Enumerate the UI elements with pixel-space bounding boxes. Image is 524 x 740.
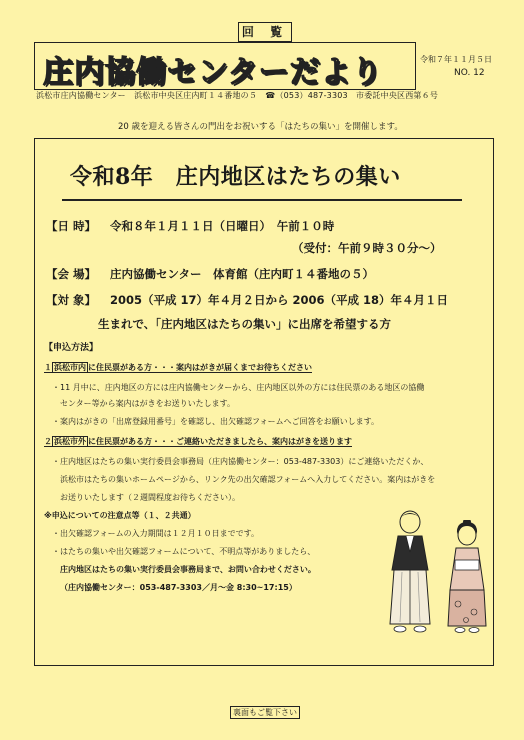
target-label: 【対 象】 [46, 293, 97, 307]
target-value: 2005（平成 17）年４月２日から 2006（平成 18）年４月１日 [110, 293, 449, 307]
organization-line: 浜松市庄内協働センター 浜松市中央区庄内町１４番地の５ ☎（053）487-3303 市委託中央区西第６号 [36, 91, 439, 100]
date-value: 令和８年１月１１日（日曜日） 午前１０時 [110, 219, 335, 233]
notes-heading: ※申込についての注意点等（１、２共通） [44, 511, 196, 520]
apply-heading: 【申込方法】 [44, 343, 99, 353]
case2-boxed-text: 浜松市外 [54, 437, 86, 446]
note-inquiries: ・はたちの集いや出欠確認フォームについて、不明点等がありましたら、 [52, 547, 316, 556]
note-contact-office: 庄内地区はたちの集い実行委員会事務局まで、お問い合わせください。 [60, 565, 316, 574]
case1-heading [44, 362, 312, 373]
case1-bullet1-line1: ・11 月中に、庄内地区の方には庄内協働センターから、庄内地区以外の方には住民票のある地区の協働 [52, 383, 425, 392]
case2-bullet-line3: お送りいたします（２週間程度お待ちください）。 [60, 493, 240, 502]
case1-number: １ [44, 363, 52, 372]
circulation-stamp: 回 覧 [238, 22, 292, 42]
case2-bullet-line2: 浜松市はたちの集いホームページから、リンク先の出欠確認フォームへ入力してください。案内はがきを [60, 475, 436, 484]
issue-number: NO. 12 [454, 68, 485, 78]
masthead-box [34, 42, 416, 90]
see-reverse-note: 裏面もご覧下さい [230, 706, 300, 719]
note-deadline: ・出欠確認フォームの入力期間は１２月１０日までです。 [52, 529, 259, 538]
event-title: 令和8年 庄内地区はたちの集い [70, 164, 401, 190]
date-label: 【日 時】 [46, 219, 97, 233]
case2-number: ２ [44, 437, 52, 446]
intro-text: 20 歳を迎える皆さんの門出をお祝いする「はたちの集い」を開催します。 [118, 122, 403, 132]
target-note: 生まれで、「庄内地区はたちの集い」に出席を希望する方 [98, 317, 392, 331]
case2-text: に住民票がある方・・・ご連絡いただきましたら、案内はがきを送ります [88, 437, 352, 446]
issue-date: 令和７年１１月５日 [420, 55, 492, 64]
newsletter-title: 庄内協働センターだより [43, 55, 383, 90]
man-in-hakama-illustration [384, 508, 436, 636]
venue-label: 【会 場】 [46, 267, 97, 281]
venue-value: 庄内協働センター 体育館（庄内町１４番地の５） [110, 267, 375, 281]
reception-time: （受付：午前９時３０分～） [292, 241, 442, 255]
woman-in-furisode-illustration [444, 520, 490, 636]
case1-boxed-text: 浜松市内 [54, 363, 86, 372]
case1-text: に住民票がある方・・・案内はがきが届くまでお待ちください [88, 363, 312, 372]
case2-bullet-line1: ・庄内地区はたちの集い実行委員会事務局（庄内協働センター：053-487-3303）にご連絡いただくか、 [52, 457, 429, 466]
title-underline [62, 199, 462, 201]
case2-heading [44, 436, 352, 447]
note-contact-hours: （庄内協働センター：053-487-3303／月～金 8:30~17:15） [60, 583, 297, 592]
case1-bullet1-line2: センター等から案内はがきをお送りいたします。 [60, 399, 236, 408]
case1-bullet2: ・案内はがきの「出席登録用番号」を確認し、出欠確認フォームへご回答をお願いします。 [52, 417, 379, 426]
